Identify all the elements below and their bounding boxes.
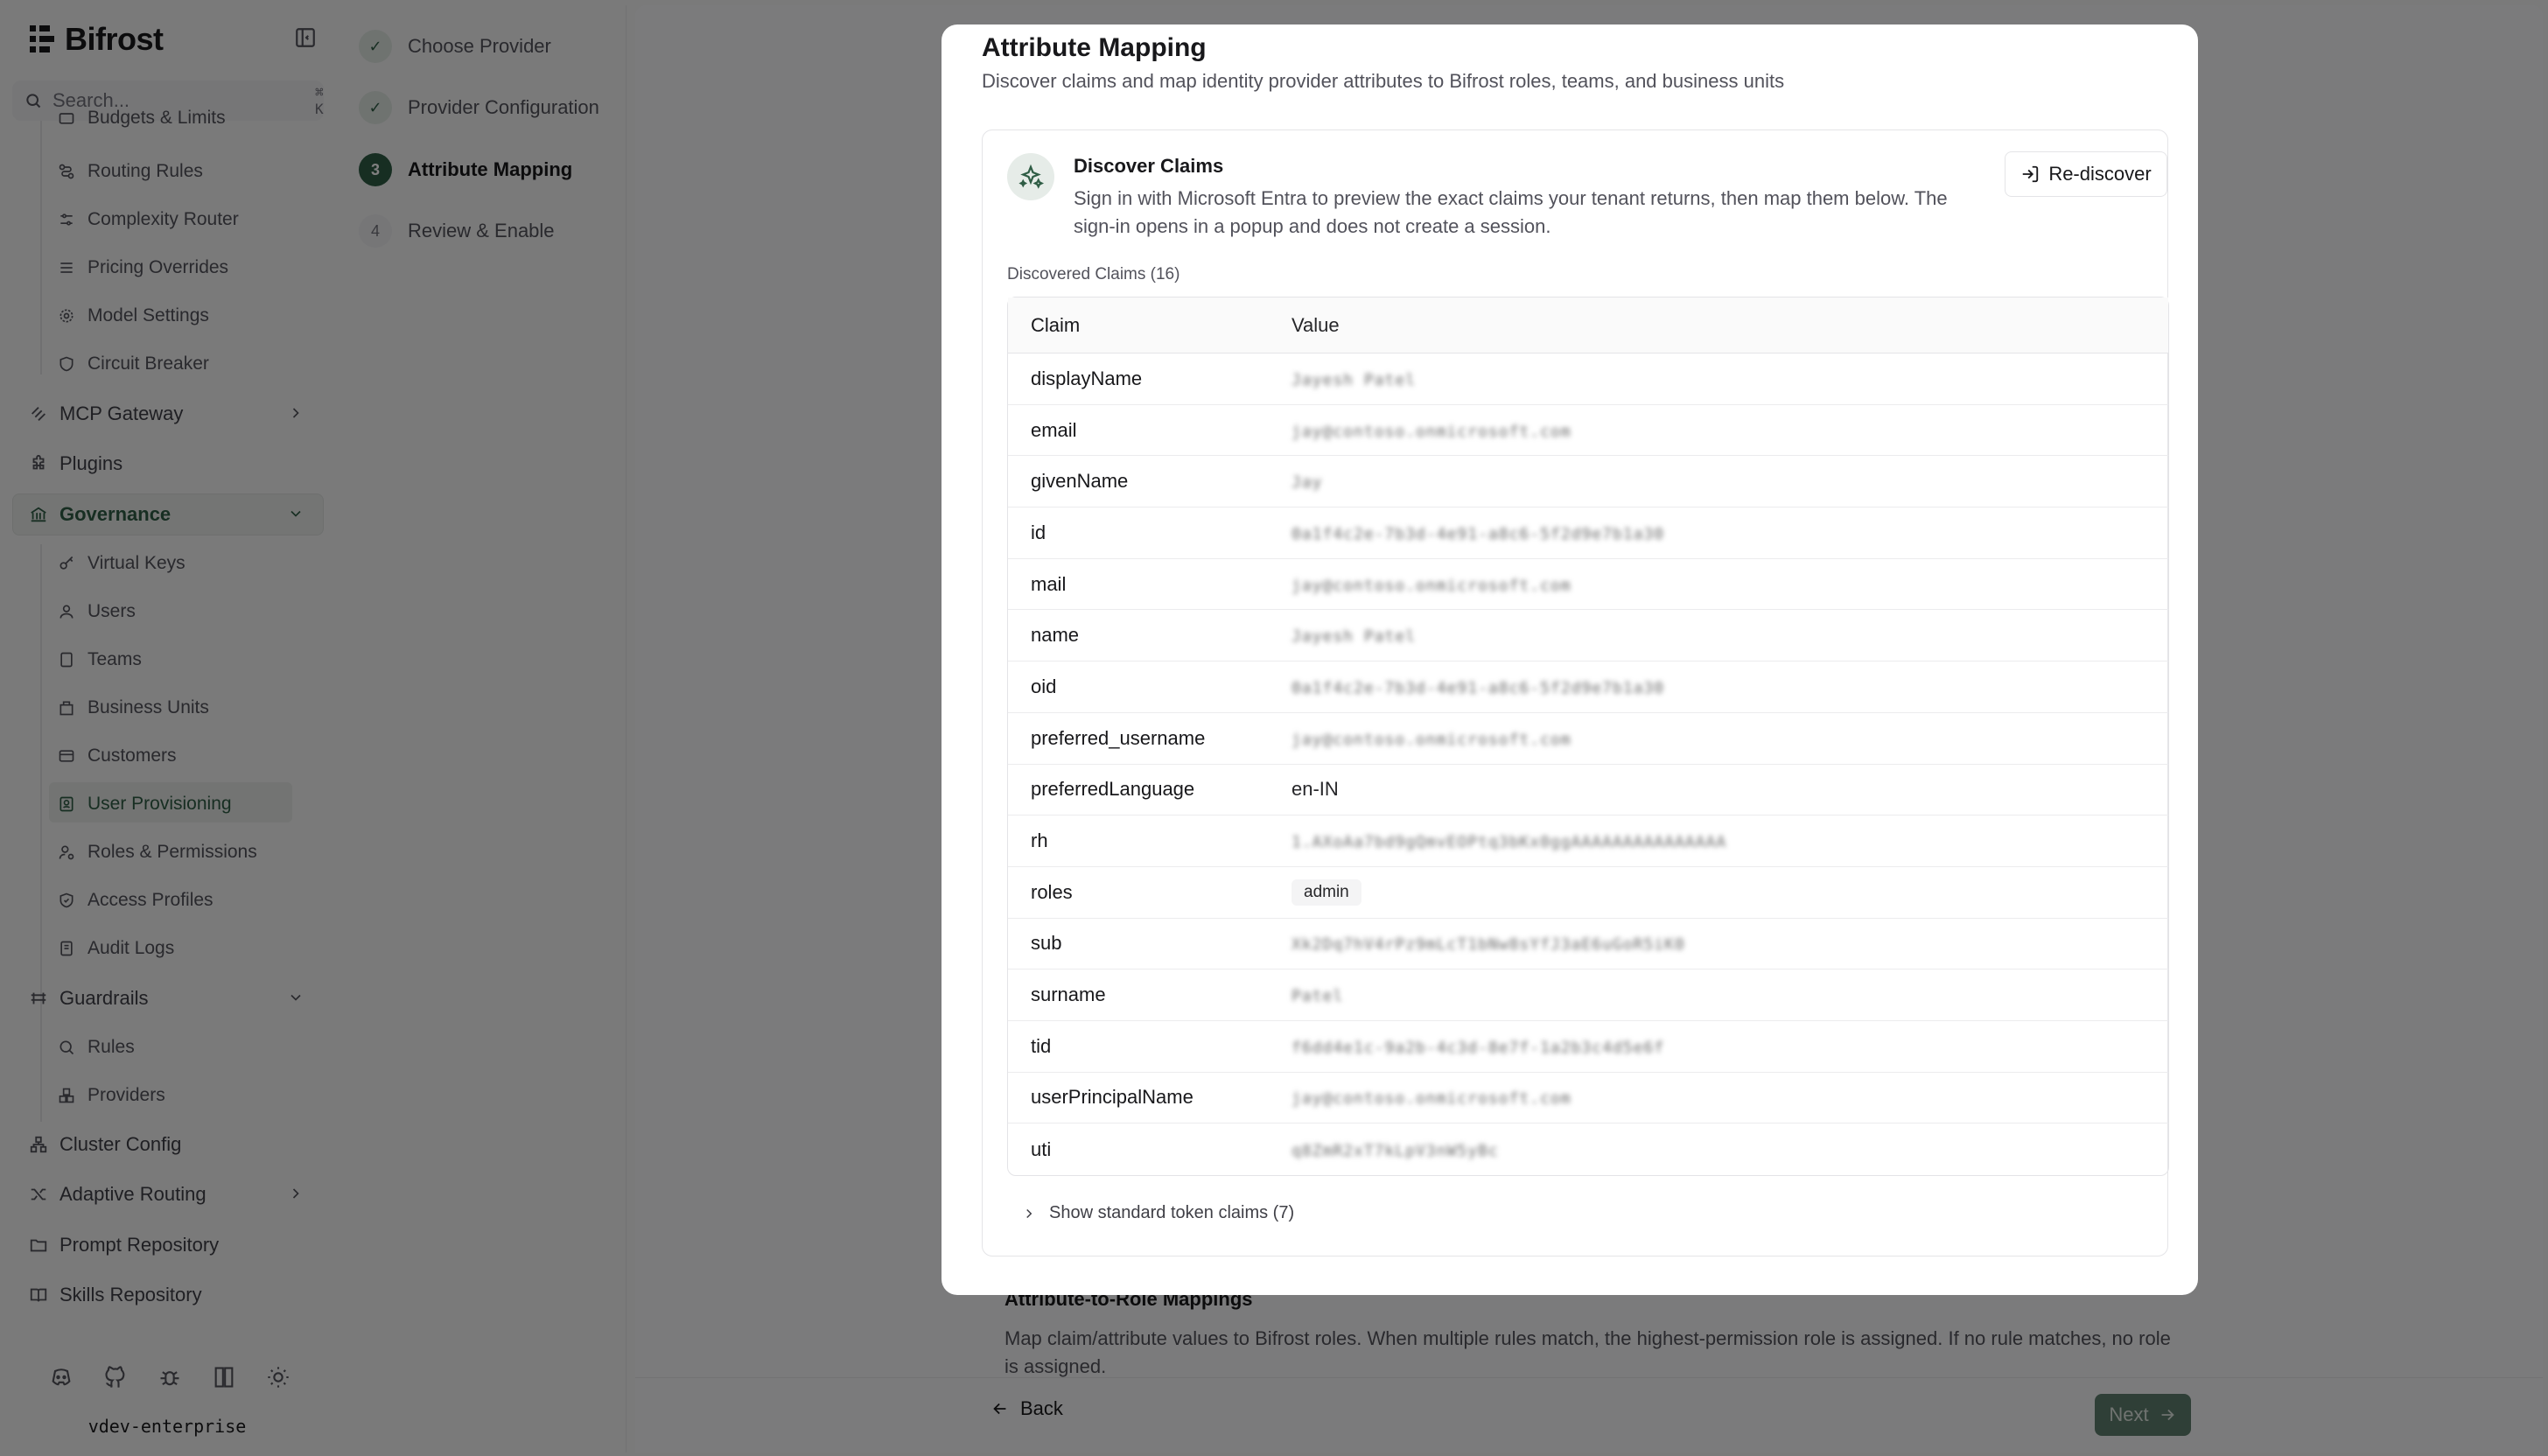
redacted-value: f6dd4e1c-9a2b-4c3d-8e7f-1a2b3c4d5e6f — [1292, 1038, 1665, 1057]
column-header-value: Value — [1292, 313, 1340, 336]
claim-value-cell — [1288, 624, 2168, 647]
claim-value: en-IN — [1292, 778, 1339, 801]
redacted-value: jay@contoso.onmicrosoft.com — [1292, 422, 1572, 441]
claim-name: sub — [1031, 932, 1062, 955]
claim-name: preferredLanguage — [1031, 778, 1195, 801]
claim-value-cell — [1288, 1035, 2168, 1058]
column-header-claim: Claim — [1031, 313, 1081, 336]
table-row — [1008, 713, 2168, 765]
chevron-right-icon — [1021, 1206, 1037, 1222]
claim-name: id — [1031, 521, 1046, 543]
table-row — [1008, 816, 2168, 867]
table-header — [1008, 298, 2168, 354]
claim-value-cell — [1288, 419, 2168, 442]
claim-value-cell — [1288, 778, 2168, 801]
claim-name: email — [1031, 418, 1077, 441]
claim-name: displayName — [1031, 367, 1143, 389]
claim-name: surname — [1031, 984, 1106, 1006]
table-row — [1008, 1021, 2168, 1073]
claim-name: givenName — [1031, 470, 1129, 493]
claim-value-cell — [1288, 573, 2168, 596]
redacted-value: jay@contoso.onmicrosoft.com — [1292, 730, 1572, 749]
claim-value-cell — [1288, 522, 2168, 544]
modal-subtitle: Discover claims and map identity provider attributes to Bifrost roles, teams, and business units — [982, 70, 1785, 92]
discover-claims-title: Discover Claims — [1074, 155, 1224, 177]
claim-name: rh — [1031, 830, 1048, 852]
table-row — [1008, 405, 2168, 457]
claims-table — [1007, 297, 2169, 1176]
redacted-value: 1.AXoAa7bd9gQmvEOPtq3bKx0ggAAAAAAAAAAAAAAA — [1292, 833, 1727, 852]
claim-value-cell — [1288, 676, 2168, 698]
table-row — [1008, 765, 2168, 816]
attribute-mapping-modal — [942, 24, 2198, 1295]
redacted-value: jay@contoso.onmicrosoft.com — [1292, 1089, 1572, 1109]
claim-name: tid — [1031, 1034, 1052, 1057]
redacted-value: Jayesh Patel — [1292, 627, 1417, 647]
redacted-value: jay@contoso.onmicrosoft.com — [1292, 576, 1572, 595]
table-row — [1008, 508, 2168, 559]
claim-value-cell — [1288, 470, 2168, 493]
discover-claims-card — [982, 130, 2168, 1256]
role-badge: admin — [1292, 879, 1362, 906]
table-row — [1008, 354, 2168, 405]
table-row — [1008, 970, 2168, 1021]
claim-value-cell — [1288, 1086, 2168, 1109]
claim-value-cell — [1288, 932, 2168, 955]
claim-name: oid — [1031, 675, 1057, 697]
table-row — [1008, 867, 2168, 919]
discover-claims-description: Sign in with Microsoft Entra to preview the exact claims your tenant returns, then map them below. The sign-in opens in a popup and does not create a session. — [1074, 187, 1948, 237]
rediscover-button[interactable]: Re-discover — [2005, 151, 2167, 197]
claim-value-cell — [1288, 984, 2168, 1006]
table-body — [1008, 354, 2168, 1175]
redacted-value: q8ZmR2xT7kLpV3nW5yBc — [1292, 1141, 1499, 1160]
table-row — [1008, 610, 2168, 662]
claim-value-cell — [1288, 830, 2168, 852]
claim-name: preferred_username — [1031, 726, 1206, 749]
redacted-value: 0a1f4c2e-7b3d-4e91-a8c6-5f2d9e7b1a30 — [1292, 524, 1665, 543]
claim-value-cell — [1288, 727, 2168, 750]
claim-name: mail — [1031, 572, 1067, 595]
claim-value-cell — [1288, 879, 2168, 906]
claim-value-cell — [1288, 1138, 2168, 1161]
redacted-value: Patel — [1292, 987, 1344, 1006]
table-row — [1008, 919, 2168, 970]
table-row — [1008, 662, 2168, 713]
table-row — [1008, 559, 2168, 611]
claim-name: name — [1031, 624, 1080, 647]
redacted-value: 0a1f4c2e-7b3d-4e91-a8c6-5f2d9e7b1a30 — [1292, 678, 1665, 697]
table-row — [1008, 1073, 2168, 1124]
discovered-claims-label: Discovered Claims (16) — [1007, 265, 1180, 284]
redacted-value: Jayesh Patel — [1292, 370, 1417, 389]
redacted-value: Xk2Dq7hV4rPz9mLcT1bNw8sYfJ3aE6uGoR5iK0 — [1292, 935, 1685, 955]
redacted-value: Jay — [1292, 473, 1323, 493]
table-row — [1008, 456, 2168, 508]
modal-title: Attribute Mapping — [982, 33, 1207, 62]
show-standard-claims-toggle[interactable]: Show standard token claims (7) — [1021, 1203, 1294, 1223]
table-row — [1008, 1124, 2168, 1175]
claim-name: userPrincipalName — [1031, 1086, 1194, 1109]
claim-name: roles — [1031, 880, 1073, 903]
claim-name: uti — [1031, 1138, 1052, 1160]
sparkles-icon — [1007, 153, 1054, 200]
sign-in-icon — [2020, 164, 2040, 184]
claim-value-cell — [1288, 368, 2168, 390]
